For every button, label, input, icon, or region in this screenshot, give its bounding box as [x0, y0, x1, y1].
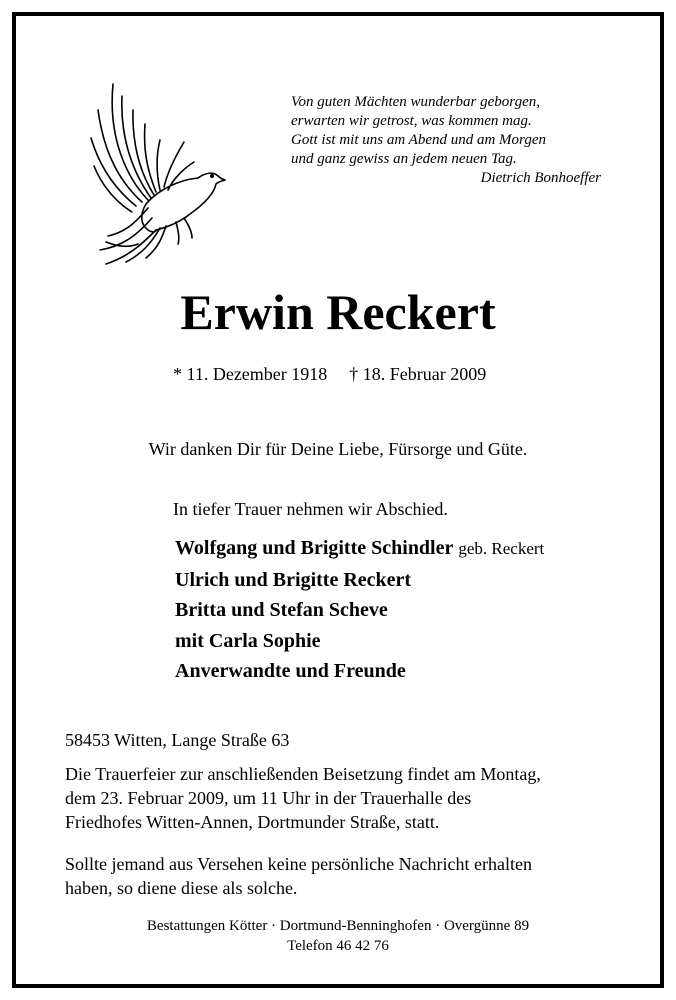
family-member-name: Ulrich und Brigitte Reckert [175, 568, 412, 591]
address-line: 58453 Witten, Lange Straße 63 [65, 730, 290, 750]
family-member [175, 595, 544, 626]
notice-line: haben, so diene diese als solche. [65, 878, 298, 898]
ceremony-line: Die Trauerfeier zur anschließenden Beisetzung findet am Montag, [65, 764, 541, 784]
undertaker-line: Bestattungen Kötter · Dortmund-Benninghofen · Overgünne 89 [146, 918, 530, 934]
family-member-name: mit Carla Sophie [175, 629, 321, 652]
family-member [175, 533, 544, 565]
poem-author: Dietrich Bonhoeffer [480, 170, 601, 186]
thanks-line: Wir danken Dir für Deine Liebe, Fürsorge und Güte. [148, 439, 528, 459]
deceased-name: Erwin Reckert [180, 284, 496, 340]
family-member-name: Britta und Stefan Scheve [175, 599, 388, 621]
ceremony-line: Friedhofes Witten-Annen, Dortmunder Straße, statt. [65, 812, 440, 832]
family-member-name: Wolfgang und Brigitte Schindler [175, 537, 454, 559]
family-list [175, 533, 544, 687]
poem-line: erwarten wir getrost, was kommen mag. [291, 113, 532, 129]
family-member-note: geb. Reckert [458, 539, 545, 558]
poem-quote [291, 93, 621, 188]
dove-icon [86, 82, 226, 267]
family-member [175, 656, 544, 687]
poem-line: Gott ist mit uns am Abend und am Morgen [291, 132, 546, 148]
notice-line: Sollte jemand aus Versehen keine persönliche Nachricht erhalten [65, 854, 532, 874]
mourning-line: In tiefer Trauer nehmen wir Abschied. [173, 499, 448, 519]
birth-date: * 11. Dezember 1918 [173, 364, 328, 384]
death-date: † 18. Februar 2009 [349, 364, 487, 384]
family-member [175, 565, 544, 596]
ceremony-line: dem 23. Februar 2009, um 11 Uhr in der Trauerhalle des [65, 788, 472, 808]
notice-paragraph [65, 852, 532, 900]
ceremony-paragraph [65, 762, 541, 834]
poem-line: und ganz gewiss an jedem neuen Tag. [291, 151, 517, 167]
phone-line: Telefon 46 42 76 [287, 938, 389, 954]
undertaker-footer [0, 916, 676, 956]
life-dates [173, 362, 486, 386]
family-member-name: Anverwandte und Freunde [175, 660, 406, 682]
poem-line: Von guten Mächten wunderbar geborgen, [291, 94, 540, 110]
family-member [175, 626, 544, 657]
